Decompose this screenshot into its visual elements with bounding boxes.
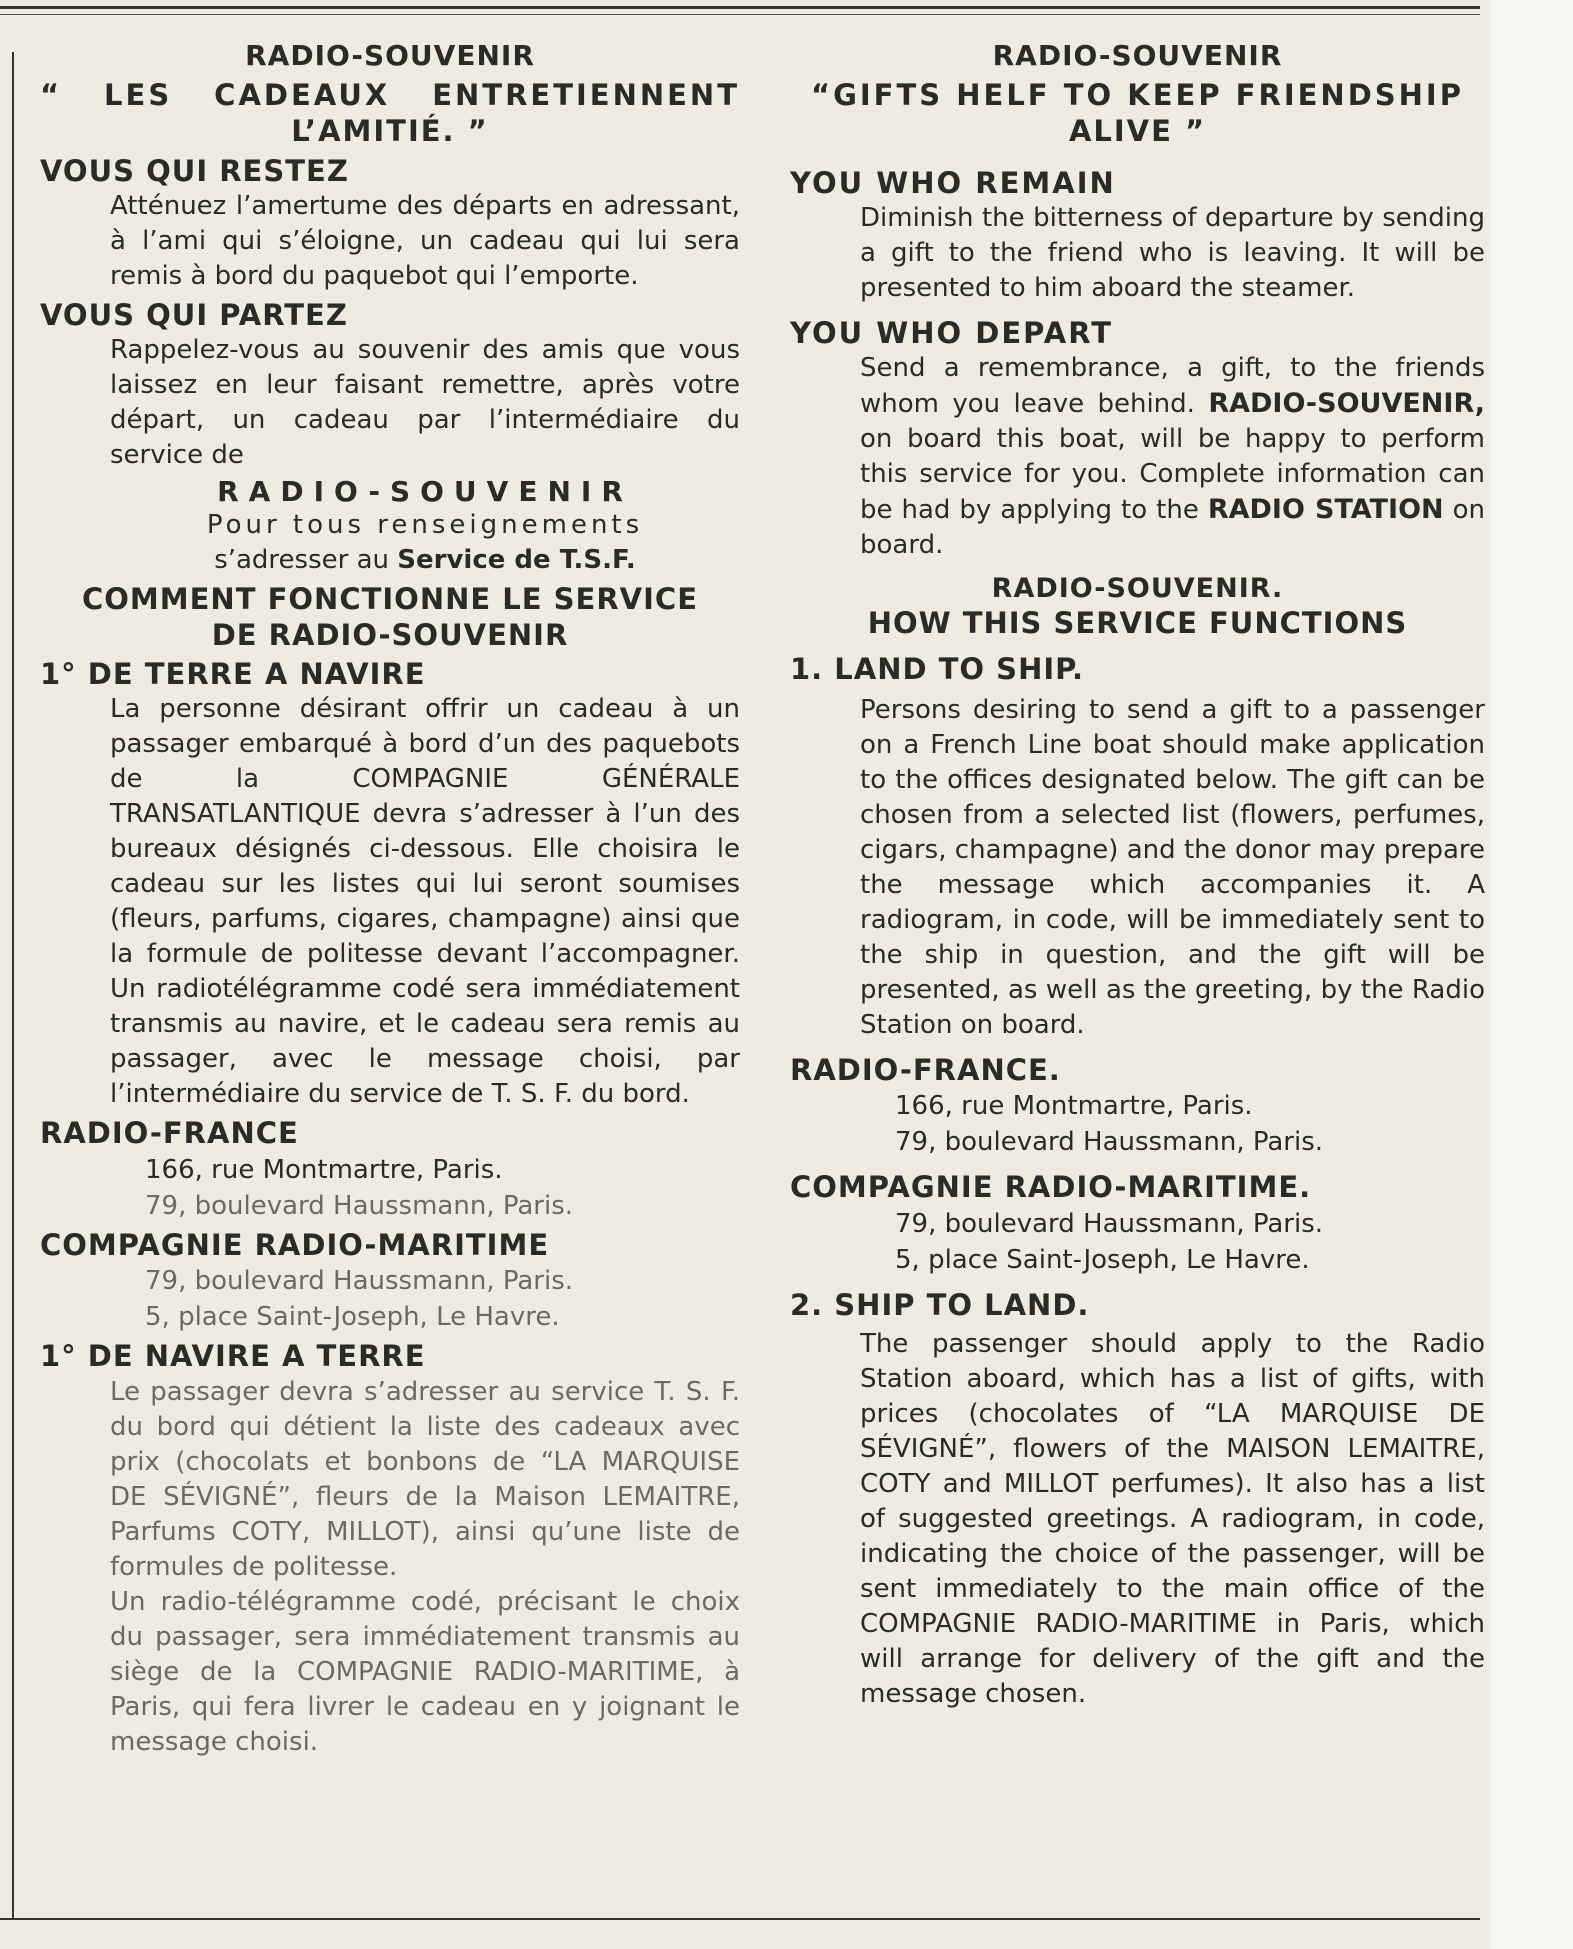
fr-crm-addr-1: 79, boulevard Haussmann, Paris. [145, 1266, 574, 1297]
top-rule-thin [0, 14, 1480, 15]
en-functions-heading-2: HOW THIS SERVICE FUNCTIONS [867, 606, 1408, 641]
french-column [40, 38, 740, 1760]
fr-restez-text: Atténuez l’amertume des départs en adressant, à l’ami qui s’éloigne, un cadeau qui lui sera remis à bord du paquebot qui l’emporte. [110, 190, 740, 291]
en-title: RADIO-SOUVENIR [992, 39, 1283, 72]
en-depart-text-1: Send a remembrance, a gift, to the friends whom you leave behind. [860, 353, 1485, 420]
top-rule [0, 6, 1480, 9]
en-radio-france-heading: RADIO-FRANCE. [790, 1052, 1061, 1087]
fr-info-line-2 [110, 543, 740, 578]
en-crm-heading: COMPAGNIE RADIO-MARITIME. [790, 1170, 1312, 1205]
fr-partez-text: Rappelez-vous au souvenir des amis que vous laissez en leur faisant remettre, après votre départ, un cadeau par l’intermédiaire du service de [110, 335, 740, 471]
left-margin-rule [12, 52, 14, 1918]
fr-radio-france-addr-1: 166, rue Montmartre, Paris. [145, 1154, 503, 1185]
en-remain-text: Diminish the bitterness of departure by sending a gift to the friend who is leaving. It will be presented to him aboard the steamer. [860, 202, 1485, 303]
fr-slogan-line-1: “ LES CADEAUX ENTRETIENNENT [40, 78, 740, 112]
fr-restez-heading: VOUS QUI RESTEZ [40, 153, 349, 188]
page-edge [1490, 0, 1573, 1949]
en-ship-land-heading: 2. SHIP TO LAND. [790, 1287, 1090, 1322]
en-remain-heading: YOU WHO REMAIN [790, 165, 1116, 200]
en-depart-text [860, 351, 1485, 563]
fr-service-name: RADIO-SOUVENIR [217, 475, 633, 509]
en-crm-addr-2: 5, place Saint-Joseph, Le Havre. [895, 1244, 1310, 1275]
en-ship-land-text: The passenger should apply to the Radio Station aboard, which has a list of gifts, with prices (chocolates of “LA MARQUISE DE SÉVIGNÉ”, flowers of the MAISON LEMAITRE, COTY and MILLOT perfumes). It also has a list of suggested greetings. A radiogram, in code, indicating the choice of the passenger, will be sent immediately to the main office of the COMPAGNIE RADIO-MARITIME in Paris, which will arrange for delivery of the gift and the message chosen. [860, 1329, 1485, 1710]
fr-terre-navire-text: La personne désirant offrir un cadeau à un passager embarqué à bord d’un des paquebots de la COMPAGNIE GÉNÉRALE TRANSATLANTIQUE devra s’adresser à l’un des bureaux désignés ci-dessous. Elle choisira le cadeau sur les listes qui lui seront soumises (fleurs, parfums, cigares, champagne) ainsi que la formule de politesse devant l’accompagner. Un radiotélégramme codé sera immédiatement transmis au navire, et le cadeau sera remis au passager, avec le message choisi, par l’intermédiaire du service de T. S. F. du bord. [110, 694, 740, 1110]
fr-fonctionne-heading-2: DE RADIO-SOUVENIR [211, 617, 569, 652]
en-land-ship-heading: 1. LAND TO SHIP. [790, 651, 1085, 686]
fr-info-line-2-bold: Service de T.S.F. [397, 545, 636, 576]
en-functions-heading-1: RADIO-SOUVENIR. [991, 573, 1284, 605]
bottom-rule [0, 1918, 1480, 1920]
fr-radio-france-heading: RADIO-FRANCE [40, 1116, 299, 1151]
en-depart-heading: YOU WHO DEPART [790, 315, 1113, 350]
fr-info-line-1: Pour tous renseignements [206, 510, 644, 541]
en-radio-france-addr-2: 79, boulevard Haussmann, Paris. [895, 1127, 1324, 1158]
fr-navire-terre-text-2: Un radio-télégramme codé, précisant le choix du passager, sera immédiatement transmis au siège de la COMPAGNIE RADIO-MARITIME, à Paris, qui fera livrer le cadeau en y joignant le message choisi. [110, 1586, 740, 1757]
fr-fonctionne-heading-1: COMMENT FONCTIONNE LE SERVICE [81, 582, 699, 617]
en-radio-france-addr-1: 166, rue Montmartre, Paris. [895, 1091, 1253, 1122]
en-slogan-line-1: “GIFTS HELF TO KEEP FRIENDSHIP [811, 78, 1464, 112]
fr-partez-heading: VOUS QUI PARTEZ [40, 297, 348, 332]
en-depart-bold-1: RADIO-SOUVENIR, [1208, 388, 1485, 420]
fr-crm-addr-2: 5, place Saint-Joseph, Le Havre. [145, 1302, 560, 1333]
en-depart-bold-2: RADIO STATION [1207, 494, 1444, 526]
english-column [790, 38, 1485, 1712]
en-depart-text-2: on board this boat, will be happy to perform this service for you. Complete information can be had by applying to the [860, 424, 1485, 526]
fr-terre-navire-heading: 1° DE TERRE A NAVIRE [40, 657, 426, 691]
en-depart-text-3: on board. [860, 495, 1486, 561]
fr-title: RADIO-SOUVENIR [245, 39, 535, 72]
fr-crm-heading: COMPAGNIE RADIO-MARITIME [40, 1227, 550, 1262]
en-crm-addr-1: 79, boulevard Haussmann, Paris. [895, 1208, 1324, 1239]
fr-info-line-2-text: s’adresser au [214, 545, 398, 576]
fr-radio-france-addr-2: 79, boulevard Haussmann, Paris. [145, 1190, 574, 1221]
en-land-ship-text: Persons desiring to send a gift to a passenger on a French Line boat should make application to the offices designated below. The gift can be chosen from a selected list (flowers, perfumes, cigars, champagne) and the donor may prepare the message which accompanies it. A radiogram, in code, will be immediately sent to the ship in question, and the gift will be presented, as well as the greeting, by the Radio Station on board. [860, 694, 1485, 1040]
fr-navire-terre-text-1: Le passager devra s’adresser au service T. S. F. du bord qui détient la liste des cadeaux avec prix (chocolats et bonbons de “LA MARQUISE DE SÉVIGNÉ”, fleurs de la Maison LEMAITRE, Parfums COTY, MILLOT), ainsi qu’une liste de formules de politesse. [110, 1376, 740, 1582]
fr-slogan-line-2: L’AMITIÉ. ” [291, 114, 489, 149]
en-slogan-line-2: ALIVE ” [1068, 114, 1207, 149]
fr-navire-terre-heading: 1° DE NAVIRE A TERRE [40, 1339, 426, 1374]
